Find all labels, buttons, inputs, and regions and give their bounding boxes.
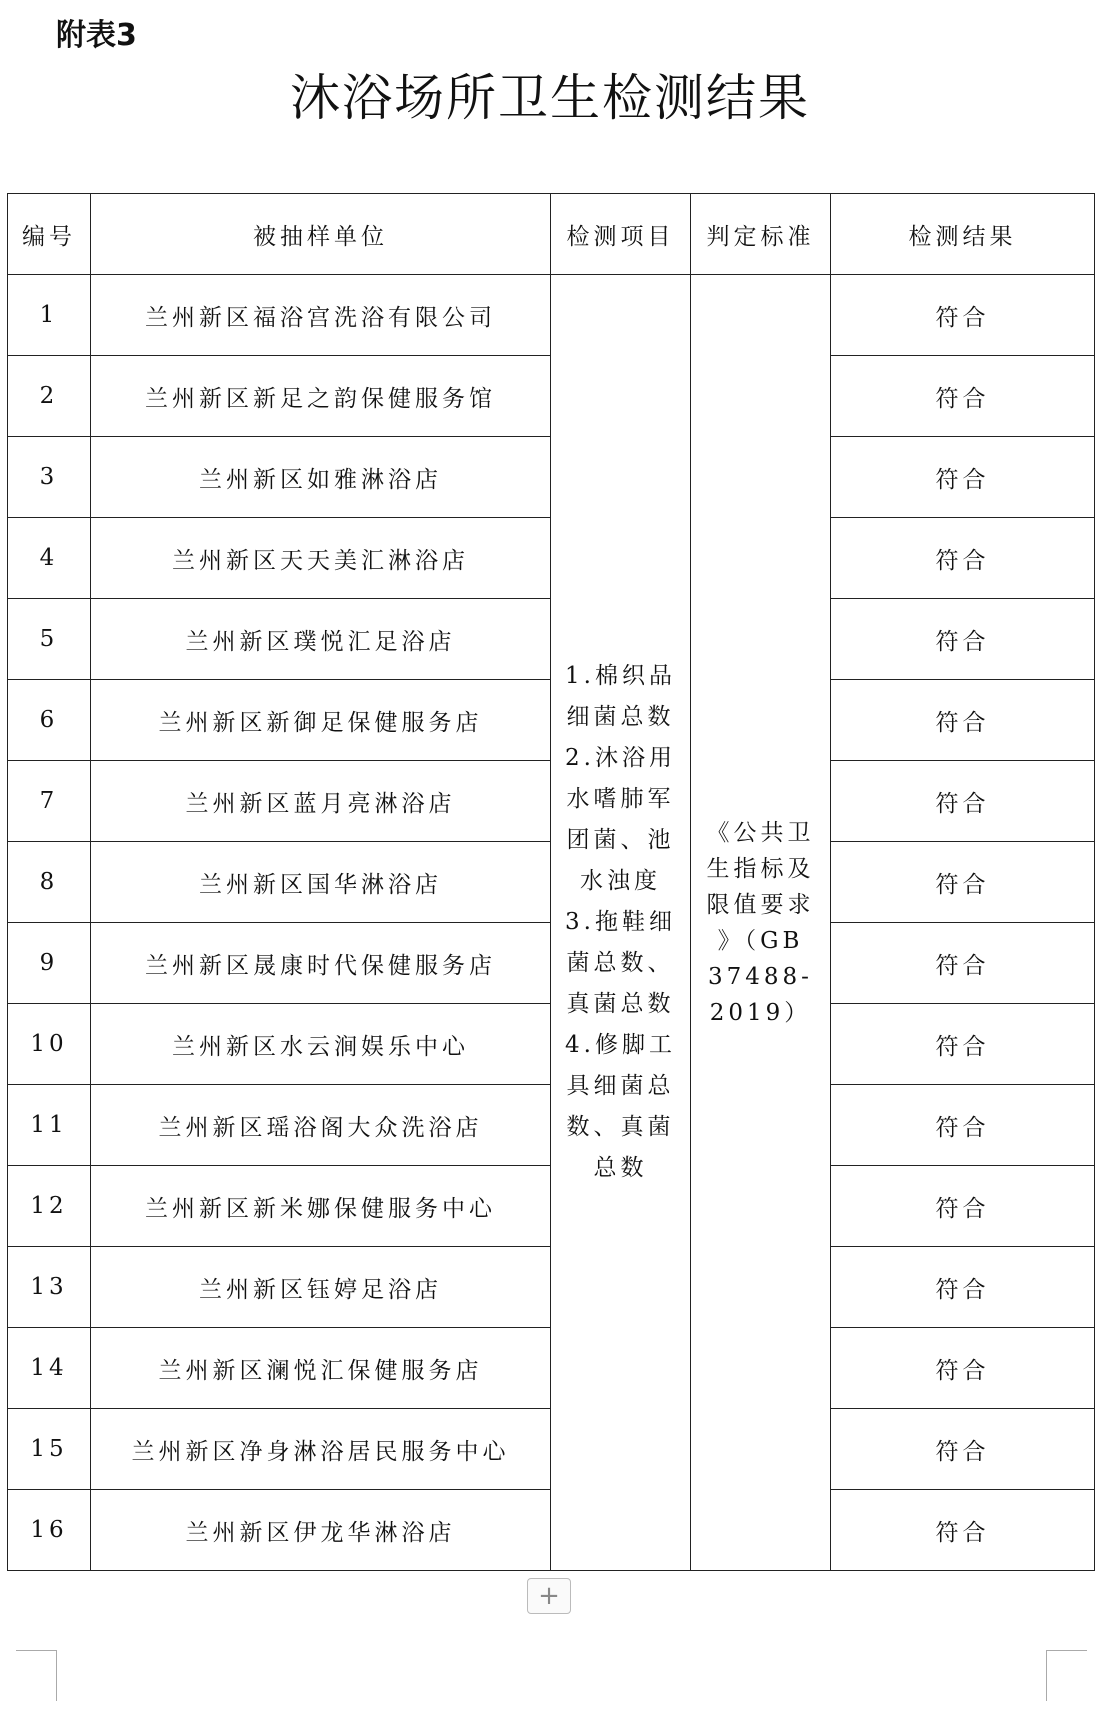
sampled-unit-cell: 兰州新区新米娜保健服务中心	[91, 1166, 551, 1247]
sampled-unit-cell: 兰州新区钰婷足浴店	[91, 1247, 551, 1328]
result-cell: 符合	[831, 923, 1095, 1004]
header-result: 检测结果	[831, 194, 1095, 275]
row-number: 5	[8, 599, 91, 680]
result-cell: 符合	[831, 1085, 1095, 1166]
table-row	[8, 275, 1095, 356]
row-number: 2	[8, 356, 91, 437]
row-number: 7	[8, 761, 91, 842]
add-row-button[interactable]: +	[527, 1578, 571, 1614]
sampled-unit-cell: 兰州新区新御足保健服务店	[91, 680, 551, 761]
result-cell: 符合	[831, 356, 1095, 437]
row-number: 1	[8, 275, 91, 356]
result-cell: 符合	[831, 1004, 1095, 1085]
page-corner-mark-left	[16, 1650, 57, 1701]
result-cell: 符合	[831, 518, 1095, 599]
result-cell: 符合	[831, 761, 1095, 842]
row-number: 14	[8, 1328, 91, 1409]
standard-cell: 《公共卫 生指标及 限值要求 》（GB 37488- 2019）	[691, 275, 831, 1571]
table-header-row	[8, 194, 1095, 275]
sampled-unit-cell: 兰州新区澜悦汇保健服务店	[91, 1328, 551, 1409]
row-number: 11	[8, 1085, 91, 1166]
result-cell: 符合	[831, 599, 1095, 680]
row-number: 16	[8, 1490, 91, 1571]
page-title: 沐浴场所卫生检测结果	[290, 69, 810, 127]
sampled-unit-cell: 兰州新区晟康时代保健服务店	[91, 923, 551, 1004]
sampled-unit-cell: 兰州新区水云涧娱乐中心	[91, 1004, 551, 1085]
result-cell: 符合	[831, 1166, 1095, 1247]
row-number: 13	[8, 1247, 91, 1328]
sampled-unit-cell: 兰州新区国华淋浴店	[91, 842, 551, 923]
row-number: 4	[8, 518, 91, 599]
header-standard: 判定标准	[691, 194, 831, 275]
result-cell: 符合	[831, 1328, 1095, 1409]
header-sampled-unit: 被抽样单位	[91, 194, 551, 275]
header-inspection-item: 检测项目	[551, 194, 691, 275]
sampled-unit-cell: 兰州新区伊龙华淋浴店	[91, 1490, 551, 1571]
page-corner-mark-right	[1046, 1650, 1087, 1701]
result-cell: 符合	[831, 437, 1095, 518]
row-number: 6	[8, 680, 91, 761]
row-number: 10	[8, 1004, 91, 1085]
sampled-unit-cell: 兰州新区瑶浴阁大众洗浴店	[91, 1085, 551, 1166]
row-number: 9	[8, 923, 91, 1004]
header-number: 编号	[8, 194, 91, 275]
row-number: 8	[8, 842, 91, 923]
sampled-unit-cell: 兰州新区新足之韵保健服务馆	[91, 356, 551, 437]
inspection-items-cell: 1.棉织品 细菌总数 2.沐浴用 水嗜肺军 团菌、池 水浊度 3.拖鞋细 菌总数、 真菌总数 4.修脚工 具细菌总 数、真菌 总数	[551, 275, 691, 1571]
appendix-label: 附表3	[56, 18, 137, 53]
inspection-results-table	[7, 193, 1095, 1571]
sampled-unit-cell: 兰州新区福浴宫洗浴有限公司	[91, 275, 551, 356]
result-cell: 符合	[831, 680, 1095, 761]
row-number: 12	[8, 1166, 91, 1247]
sampled-unit-cell: 兰州新区天天美汇淋浴店	[91, 518, 551, 599]
result-cell: 符合	[831, 275, 1095, 356]
result-cell: 符合	[831, 1247, 1095, 1328]
result-cell: 符合	[831, 1490, 1095, 1571]
table-body	[8, 275, 1095, 1571]
sampled-unit-cell: 兰州新区璞悦汇足浴店	[91, 599, 551, 680]
result-cell: 符合	[831, 842, 1095, 923]
row-number: 15	[8, 1409, 91, 1490]
row-number: 3	[8, 437, 91, 518]
result-cell: 符合	[831, 1409, 1095, 1490]
sampled-unit-cell: 兰州新区如雅淋浴店	[91, 437, 551, 518]
sampled-unit-cell: 兰州新区净身淋浴居民服务中心	[91, 1409, 551, 1490]
sampled-unit-cell: 兰州新区蓝月亮淋浴店	[91, 761, 551, 842]
